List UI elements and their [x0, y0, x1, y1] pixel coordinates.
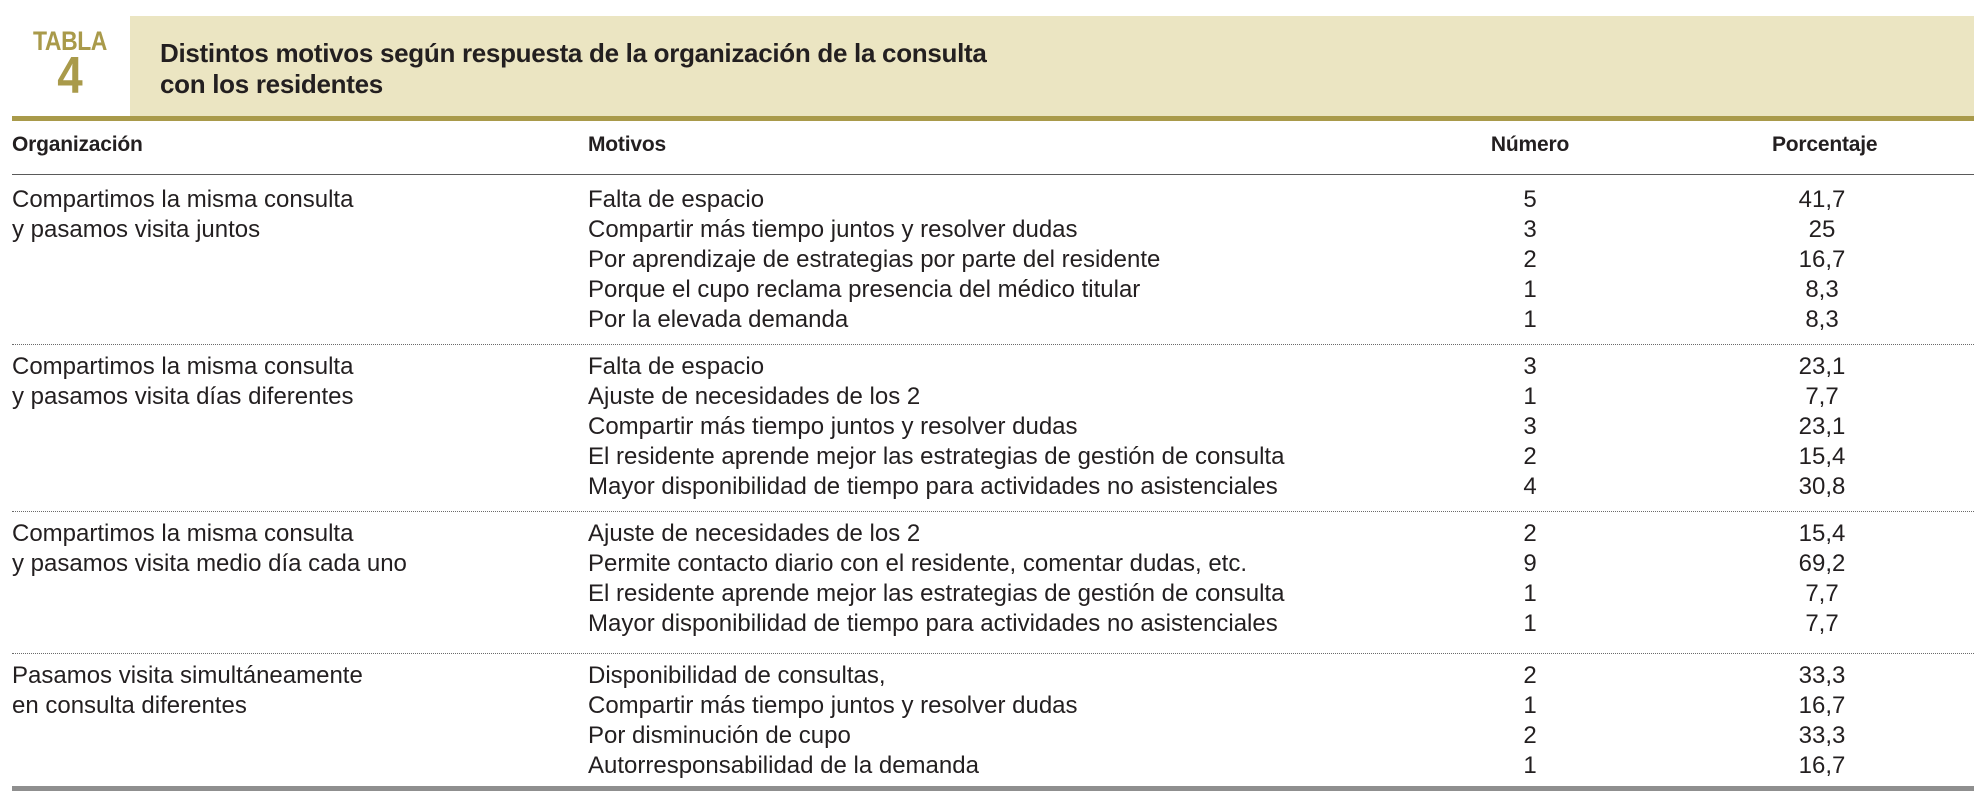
porcentaje-cell: 7,7 [1805, 580, 1839, 607]
porcentaje-cell: 23,1 [1798, 353, 1846, 380]
organizacion-line: Pasamos visita simultáneamente [12, 662, 363, 689]
motivo-cell: Por disminución de cupo [588, 722, 851, 749]
table-title-line: con los residentes [160, 69, 383, 99]
numero-cell: 1 [1523, 580, 1537, 607]
porcentaje-cell: 16,7 [1798, 692, 1846, 719]
table-label-word: TABLA [33, 26, 107, 56]
group-separator [12, 653, 1974, 654]
numero-cell: 2 [1523, 443, 1537, 470]
table-row [0, 721, 1985, 751]
numero-cell: 4 [1523, 473, 1537, 500]
porcentaje-cell: 41,7 [1798, 186, 1846, 213]
numero-cell: 5 [1523, 186, 1537, 213]
table-title-box [130, 16, 1974, 116]
group-separator [12, 511, 1974, 512]
table-row [0, 549, 1985, 579]
table-row [0, 691, 1985, 721]
motivo-cell: El residente aprende mejor las estrategias de gestión de consulta [588, 580, 1285, 607]
table-row [0, 352, 1985, 382]
motivo-cell: Ajuste de necesidades de los 2 [588, 520, 921, 547]
table-row [0, 382, 1985, 412]
column-header-organizacion: Organización [12, 133, 143, 156]
motivo-cell: Disponibilidad de consultas, [588, 662, 886, 689]
table-label [12, 16, 128, 116]
numero-cell: 2 [1523, 246, 1537, 273]
table-row [0, 519, 1985, 549]
motivo-cell: Autorresponsabilidad de la demanda [588, 752, 979, 779]
porcentaje-cell: 33,3 [1798, 662, 1846, 689]
motivo-cell: Mayor disponibilidad de tiempo para actividades no asistenciales [588, 610, 1278, 637]
porcentaje-cell: 8,3 [1805, 276, 1839, 303]
motivo-cell: Por aprendizaje de estrategias por parte del residente [588, 246, 1161, 273]
column-header-rule [12, 174, 1974, 175]
group-separator [12, 344, 1974, 345]
table-row [0, 472, 1985, 502]
porcentaje-cell: 15,4 [1798, 520, 1846, 547]
porcentaje-cell: 16,7 [1798, 246, 1846, 273]
table-number: 4 [57, 47, 83, 105]
numero-cell: 1 [1523, 610, 1537, 637]
motivo-cell: Por la elevada demanda [588, 306, 849, 333]
organizacion-line: en consulta diferentes [12, 692, 247, 719]
numero-cell: 2 [1523, 722, 1537, 749]
porcentaje-cell: 16,7 [1798, 752, 1846, 779]
column-header-porcentaje: Porcentaje [1772, 133, 1878, 156]
table-row [0, 661, 1985, 691]
table-title-line: Distintos motivos según respuesta de la organización de la consulta [160, 38, 987, 68]
table-header [12, 16, 1974, 116]
organizacion-line: Compartimos la misma consulta [12, 353, 354, 380]
table-title [160, 38, 987, 100]
motivo-cell: Compartir más tiempo juntos y resolver dudas [588, 692, 1078, 719]
table-row [0, 215, 1985, 245]
table-bottom-rule [12, 786, 1974, 791]
table-row [0, 185, 1985, 215]
porcentaje-cell: 25 [1808, 216, 1836, 243]
numero-cell: 3 [1523, 353, 1537, 380]
table-row [0, 305, 1985, 335]
table-row [0, 245, 1985, 275]
numero-cell: 2 [1523, 662, 1537, 689]
table-row [0, 751, 1985, 781]
numero-cell: 3 [1523, 413, 1537, 440]
porcentaje-cell: 33,3 [1798, 722, 1846, 749]
header-rule [12, 116, 1974, 121]
motivo-cell: Compartir más tiempo juntos y resolver dudas [588, 216, 1078, 243]
porcentaje-cell: 7,7 [1805, 610, 1839, 637]
organizacion-line: y pasamos visita medio día cada uno [12, 550, 407, 577]
porcentaje-cell: 30,8 [1798, 473, 1846, 500]
organizacion-line: Compartimos la misma consulta [12, 520, 354, 547]
porcentaje-cell: 23,1 [1798, 413, 1846, 440]
numero-cell: 1 [1523, 692, 1537, 719]
porcentaje-cell: 15,4 [1798, 443, 1846, 470]
organizacion-line: Compartimos la misma consulta [12, 186, 354, 213]
numero-cell: 1 [1523, 306, 1537, 333]
column-header-motivos: Motivos [588, 133, 666, 156]
numero-cell: 2 [1523, 520, 1537, 547]
numero-cell: 1 [1523, 752, 1537, 779]
organizacion-line: y pasamos visita días diferentes [12, 383, 354, 410]
numero-cell: 1 [1523, 383, 1537, 410]
numero-cell: 3 [1523, 216, 1537, 243]
column-header-numero: Número [1490, 133, 1570, 156]
numero-cell: 9 [1523, 550, 1537, 577]
porcentaje-cell: 7,7 [1805, 383, 1839, 410]
motivo-cell: Mayor disponibilidad de tiempo para actividades no asistenciales [588, 473, 1278, 500]
porcentaje-cell: 69,2 [1798, 550, 1846, 577]
table-row [0, 609, 1985, 639]
motivo-cell: Falta de espacio [588, 186, 765, 213]
motivo-cell: Permite contacto diario con el residente, comentar dudas, etc. [588, 550, 1248, 577]
motivo-cell: El residente aprende mejor las estrategias de gestión de consulta [588, 443, 1285, 470]
table-row [0, 412, 1985, 442]
table-row [0, 579, 1985, 609]
motivo-cell: Falta de espacio [588, 353, 765, 380]
motivo-cell: Ajuste de necesidades de los 2 [588, 383, 921, 410]
porcentaje-cell: 8,3 [1805, 306, 1839, 333]
table-row [0, 442, 1985, 472]
organizacion-line: y pasamos visita juntos [12, 216, 261, 243]
numero-cell: 1 [1523, 276, 1537, 303]
table-row [0, 275, 1985, 305]
motivo-cell: Porque el cupo reclama presencia del médico titular [588, 276, 1141, 303]
motivo-cell: Compartir más tiempo juntos y resolver dudas [588, 413, 1078, 440]
